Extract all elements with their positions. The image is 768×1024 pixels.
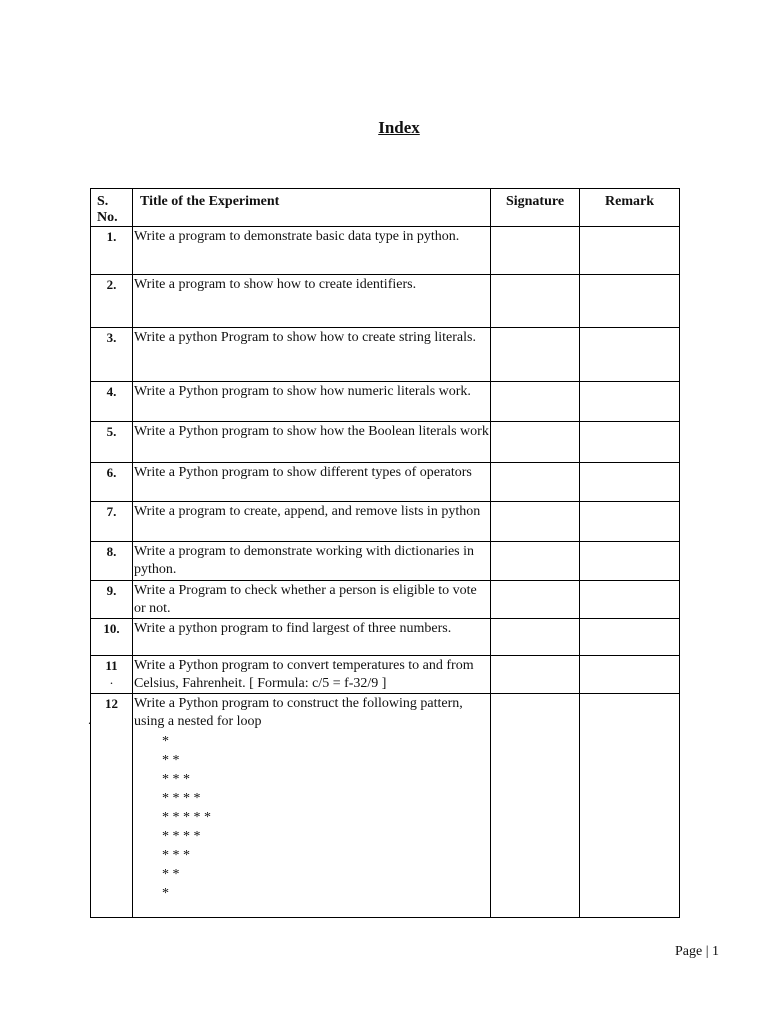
row-sno: 4. xyxy=(91,382,133,422)
row-sno-mark: . xyxy=(88,712,92,727)
row-sno: 8. xyxy=(91,542,133,581)
row-sno xyxy=(88,694,133,918)
table-row xyxy=(91,581,680,619)
row-sno: 2. xyxy=(91,275,133,328)
row-sno: 6. xyxy=(91,463,133,502)
row-title: Write a Python program to convert temperatures to and from Celsius, Fahrenheit. [ Formula: c/5 = f-32/9 ] xyxy=(133,656,491,694)
header-sno: S. No. xyxy=(91,189,133,227)
row-signature xyxy=(491,619,580,656)
header-signature: Signature xyxy=(491,189,580,227)
pattern-line: * * * * * xyxy=(162,810,211,825)
pattern-line: * * xyxy=(162,753,180,768)
row-signature xyxy=(491,581,580,619)
row-remark xyxy=(580,227,680,275)
table-row xyxy=(91,542,680,581)
pattern-line: * xyxy=(162,886,169,901)
header-remark: Remark xyxy=(580,189,680,227)
pattern-line: * * * xyxy=(162,848,190,863)
index-table xyxy=(90,188,680,918)
row-title: Write a python Program to show how to create string literals. xyxy=(133,328,491,382)
row-sno-number: 12 xyxy=(105,696,118,711)
table-row xyxy=(91,463,680,502)
row-remark xyxy=(580,542,680,581)
row-title: Write a program to show how to create identifiers. xyxy=(133,275,491,328)
table-row xyxy=(91,502,680,542)
pattern-line: * * * * xyxy=(162,829,201,844)
row-title: Write a Python program to show how numeric literals work. xyxy=(133,382,491,422)
row-sno: 3. xyxy=(91,328,133,382)
pattern-line: * * xyxy=(162,867,180,882)
row-signature xyxy=(491,227,580,275)
row-sno: 9. xyxy=(91,581,133,619)
page-title: Index xyxy=(378,118,420,137)
row-sno: 1. xyxy=(91,227,133,275)
table-row xyxy=(91,328,680,382)
row-sno: 7. xyxy=(91,502,133,542)
row-title: Write a Program to check whether a person is eligible to vote or not. xyxy=(133,581,491,619)
row-title: Write a python program to find largest of three numbers. xyxy=(133,619,491,656)
row-title: Write a program to demonstrate working with dictionaries in python. xyxy=(133,542,491,581)
row-remark xyxy=(580,463,680,502)
row-title: Write a program to create, append, and remove lists in python xyxy=(133,502,491,542)
pattern-line: * * * xyxy=(162,772,190,787)
table-row xyxy=(91,422,680,463)
row-signature xyxy=(491,422,580,463)
row-title: Write a program to demonstrate basic data type in python. xyxy=(133,227,491,275)
row-sno xyxy=(91,656,133,694)
row-sno: 5. xyxy=(91,422,133,463)
table-row xyxy=(91,656,680,694)
row-signature xyxy=(491,382,580,422)
header-title: Title of the Experiment xyxy=(133,189,491,227)
row-remark xyxy=(580,275,680,328)
row-title: Write a Python program to show different types of operators xyxy=(133,463,491,502)
row-title xyxy=(133,694,491,918)
pattern-line: * xyxy=(162,734,169,749)
row-signature xyxy=(491,656,580,694)
row-signature xyxy=(491,502,580,542)
row-signature xyxy=(491,694,580,918)
row-signature xyxy=(491,463,580,502)
star-pattern xyxy=(162,732,490,903)
row-sno-mark: . xyxy=(109,672,114,687)
row-signature xyxy=(491,542,580,581)
row-title: Write a Python program to show how the Boolean literals work xyxy=(133,422,491,463)
row-remark xyxy=(580,328,680,382)
row-remark xyxy=(580,619,680,656)
row-sno: 10. xyxy=(91,619,133,656)
row-remark xyxy=(580,694,680,918)
table-row xyxy=(91,275,680,328)
table-row xyxy=(91,227,680,275)
row-signature xyxy=(491,328,580,382)
row-remark xyxy=(580,422,680,463)
row-remark xyxy=(580,656,680,694)
row-remark xyxy=(580,581,680,619)
row-title-text: Write a Python program to construct the following pattern, using a nested for loop xyxy=(134,696,463,729)
table-row xyxy=(91,382,680,422)
table-row xyxy=(91,619,680,656)
table-header-row xyxy=(91,189,680,227)
page-number: Page | 1 xyxy=(675,944,720,959)
row-signature xyxy=(491,275,580,328)
row-sno-number: 11 xyxy=(105,658,118,673)
pattern-line: * * * * xyxy=(162,791,201,806)
row-remark xyxy=(580,382,680,422)
row-remark xyxy=(580,502,680,542)
table-row xyxy=(91,694,680,918)
